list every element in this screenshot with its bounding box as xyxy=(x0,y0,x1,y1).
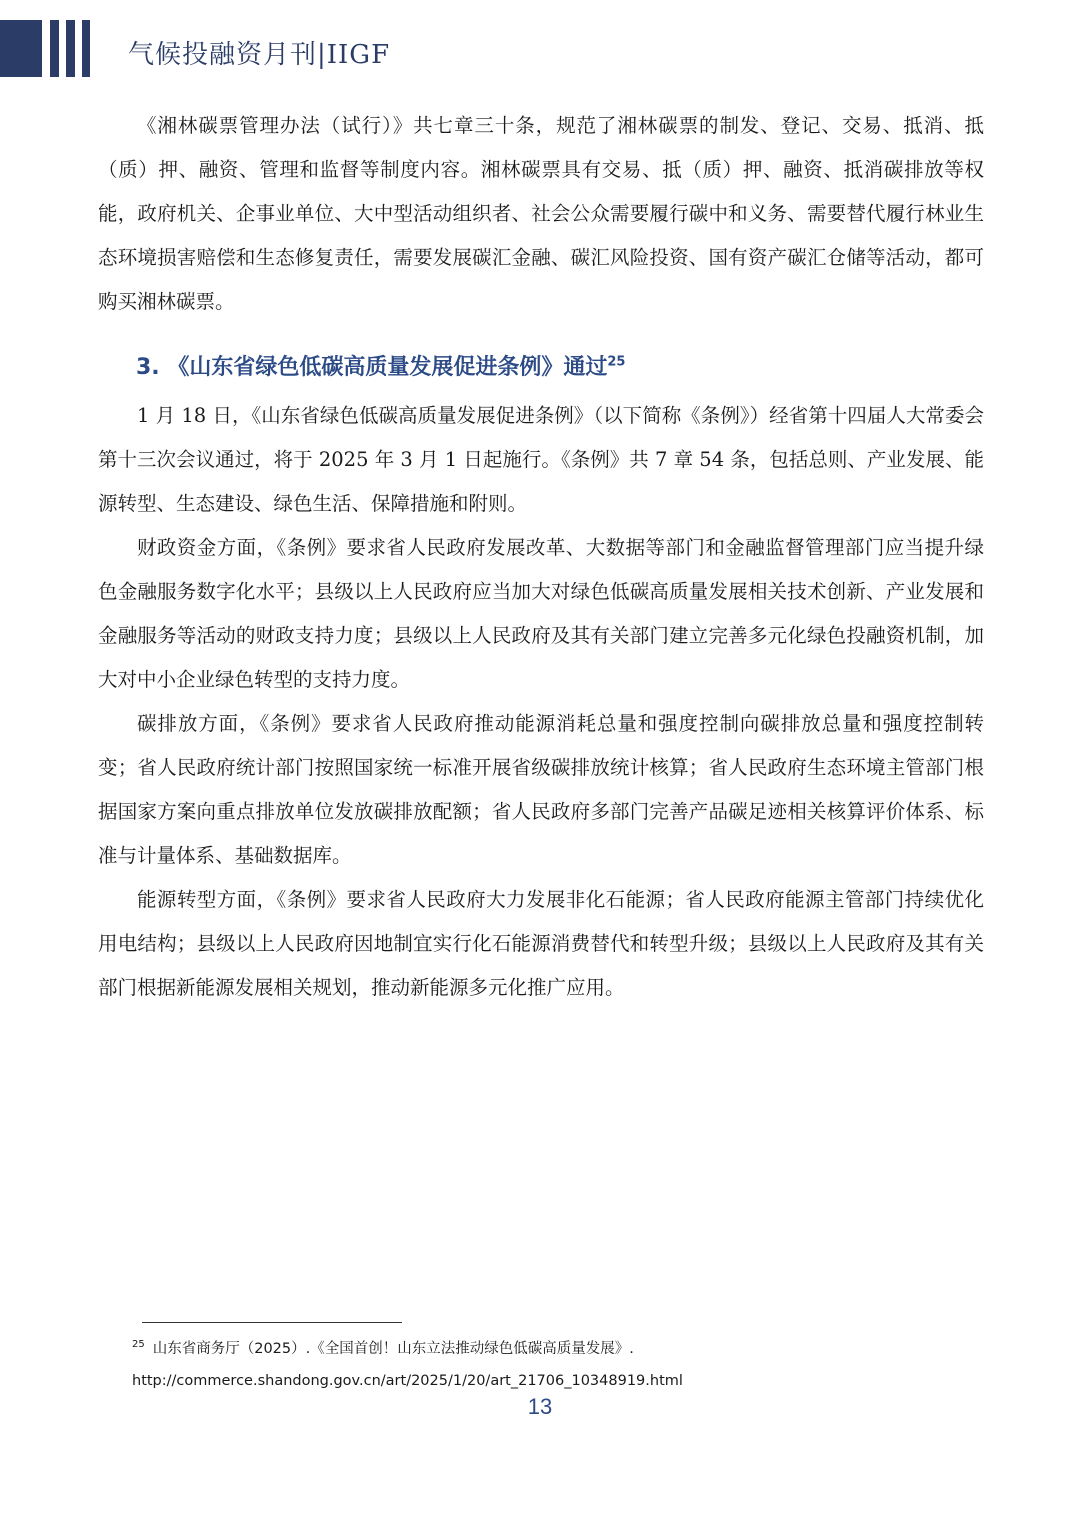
paragraph: 碳排放方面，《条例》要求省人民政府推动能源消耗总量和强度控制向碳排放总量和强度控制转变；省人民政府统计部门按照国家统一标准开展省级碳排放统计核算；省人民政府生态环境主管部门根据国家方案向重点排放单位发放碳排放配额；省人民政府多部门完善产品碳足迹相关核算评价体系、标准与计量体系、基础数据库。 xyxy=(98,712,984,867)
footnote-marker: 25 xyxy=(132,1339,145,1351)
paragraph: 财政资金方面，《条例》要求省人民政府发展改革、大数据等部门和金融监督管理部门应当提升绿色金融服务数字化水平；县级以上人民政府应当加大对绿色低碳高质量发展相关技术创新、产业发展和金融服务等活动的财政支持力度；县级以上人民政府及其有关部门建立完善多元化绿色投融资机制，加大对中小企业绿色转型的支持力度。 xyxy=(98,536,984,691)
footnote-url[interactable]: http://commerce.shandong.gov.cn/art/2025/1/20/art_21706_10348919.html xyxy=(132,1373,683,1389)
paragraph: 能源转型方面，《条例》要求省人民政府大力发展非化石能源；省人民政府能源主管部门持续优化用电结构；县级以上人民政府因地制宜实行化石能源消费替代和转型升级；县级以上人民政府及其有关部门根据新能源发展相关规划，推动新能源多元化推广应用。 xyxy=(98,888,984,999)
article-body xyxy=(98,104,984,1010)
footnote-reference[interactable]: 25 xyxy=(607,354,626,370)
page-number: 13 xyxy=(527,1394,553,1419)
header-logo-bar xyxy=(50,20,59,77)
header-logo-bar xyxy=(66,20,75,77)
header-logo-block xyxy=(0,20,42,77)
footnote-line xyxy=(132,1333,992,1365)
section-heading xyxy=(98,348,984,388)
footnote-citation: 山东省商务厅（2025）.《全国首创！山东立法推动绿色低碳高质量发展》. xyxy=(152,1341,634,1357)
page-header xyxy=(0,0,1080,90)
paragraph: 《湘林碳票管理办法（试行）》共七章三十条，规范了湘林碳票的制发、登记、交易、抵消、抵（质）押、融资、管理和监督等制度内容。湘林碳票具有交易、抵（质）押、融资、抵消碳排放等权能，政府机关、企事业单位、大中型活动组织者、社会公众需要履行碳中和义务、需要替代履行林业生态环境损害赔偿和生态修复责任，需要发展碳汇金融、碳汇风险投资、国有资产碳汇仓储等活动，都可购买湘林碳票。 xyxy=(98,114,984,313)
footnote xyxy=(132,1333,992,1397)
header-logo-bar xyxy=(82,20,90,77)
paragraph: 1 月 18 日，《山东省绿色低碳高质量发展促进条例》（以下简称《条例》）经省第十四届人大常委会第十三次会议通过，将于 2025 年 3 月 1 日起施行。《条例》共 7 章 54 条，包括总则、产业发展、能源转型、生态建设、绿色生活、保障措施和附则。 xyxy=(98,404,984,515)
section-heading-text: 3. 《山东省绿色低碳高质量发展促进条例》通过 xyxy=(136,355,608,380)
publication-title: 气候投融资月刊|IIGF xyxy=(128,40,391,70)
footnote-divider xyxy=(142,1322,402,1323)
